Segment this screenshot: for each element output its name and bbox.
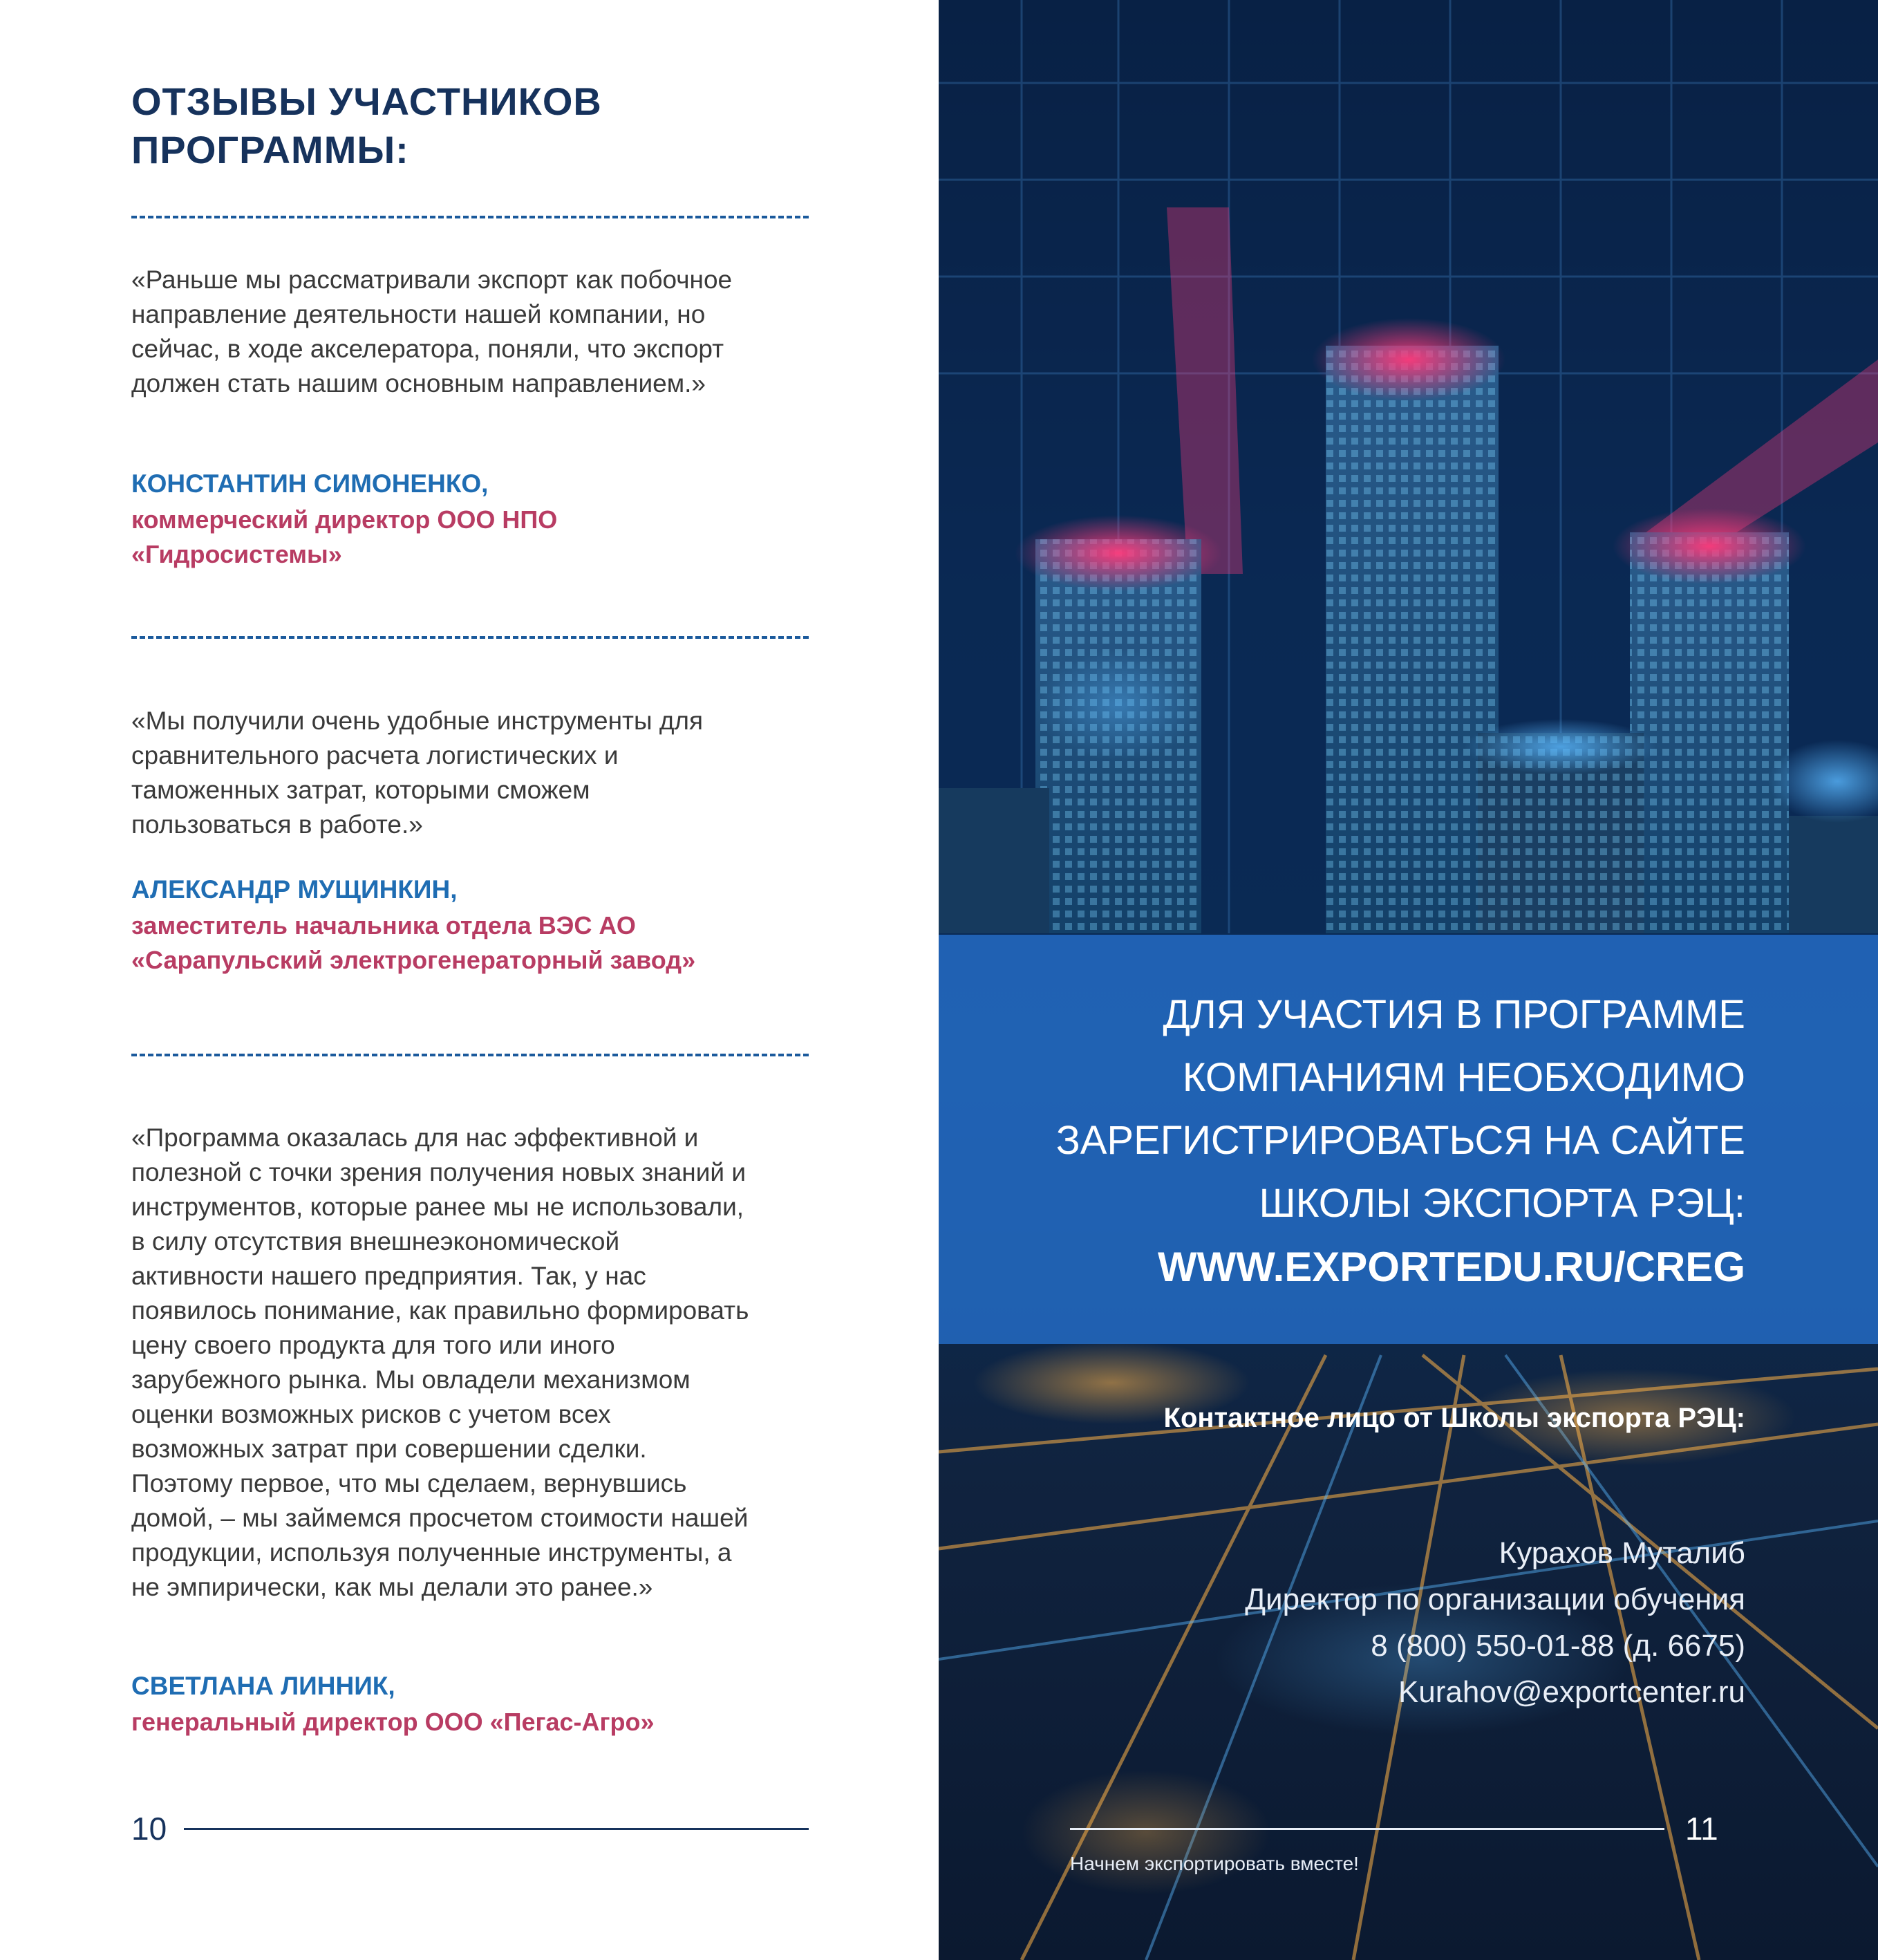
registration-link[interactable]: WWW.EXPORTEDU.RU/CREG — [1158, 1244, 1745, 1290]
testimonial-quote-3: «Программа оказалась для нас эффективной и полезной с точки зрения получения новых знаний и инструментов, которые ранее мы не использовали, в силу отсутствия внешнеэкономической активности нашего предприятия. Так, у нас появилось понимание, как правильно формировать цену своего продукта для того или иного зарубежного рынка. Мы овладели механизмом оценки возможных рисков с учетом всех возможных затрат при совершении сделки. Поэтому первое, что мы сделаем, вернувшись домой, – мы займемся просчетом стоимости нашей продукции, используя полученные инструменты, а не эмпирически, как мы делали это ранее.» — [131, 1123, 749, 1601]
testimonial-author-1: КОНСТАНТИН СИМОНЕНКО, — [131, 469, 489, 498]
slogan: Начнем экспортировать вместе! — [1070, 1853, 1359, 1874]
contact-phone[interactable]: 8 (800) 550-01-88 (д. 6675) — [1371, 1629, 1745, 1663]
footer-rule-right — [1070, 1828, 1664, 1830]
testimonial-author-3: СВЕТЛАНА ЛИННИК, — [131, 1672, 395, 1700]
page-heading: ОТЗЫВЫ УЧАСТНИКОВ ПРОГРАММЫ: — [131, 80, 602, 171]
contact-title: Контактное лицо от Школы экспорта РЭЦ: — [1163, 1403, 1745, 1433]
contact-position: Директор по организации обучения — [1245, 1583, 1745, 1616]
registration-text: ДЛЯ УЧАСТИЯ В ПРОГРАММЕ КОМПАНИЯМ НЕОБХОДИМО ЗАРЕГИСТРИРОВАТЬСЯ НА САЙТЕ ШКОЛЫ ЭКСПОРТА РЭЦ: — [1055, 992, 1745, 1226]
dashed-divider — [131, 216, 809, 218]
testimonial-role-1: коммерческий директор ООО НПО «Гидросистемы» — [131, 505, 558, 568]
dashed-divider — [131, 1054, 809, 1056]
testimonial-role-2: заместитель начальника отдела ВЭС АО «Сарапульский электрогенераторный завод» — [131, 911, 696, 974]
dashed-divider — [131, 636, 809, 639]
contact-name: Курахов Муталиб — [1499, 1536, 1745, 1570]
testimonial-author-2: АЛЕКСАНДР МУЩИНКИН, — [131, 875, 458, 904]
page-number-right: 11 — [1685, 1811, 1718, 1847]
testimonial-role-3: генеральный директор ООО «Пегас-Агро» — [131, 1708, 655, 1736]
testimonial-quote-1: «Раньше мы рассматривали экспорт как побочное направление деятельности нашей компании, но сейчас, в ходе акселератора, поняли, что экспорт должен стать нашим основным направлением.» — [131, 265, 733, 398]
right-page — [939, 0, 1878, 1960]
footer-rule — [184, 1828, 809, 1830]
contact-email[interactable]: Kurahov@exportcenter.ru — [1398, 1675, 1745, 1709]
page-number-left: 10 — [131, 1811, 167, 1847]
testimonial-quote-2: «Мы получили очень удобные инструменты для сравнительного расчета логистических и таможенных затрат, которыми сможем пользоваться в работе.» — [131, 707, 704, 839]
